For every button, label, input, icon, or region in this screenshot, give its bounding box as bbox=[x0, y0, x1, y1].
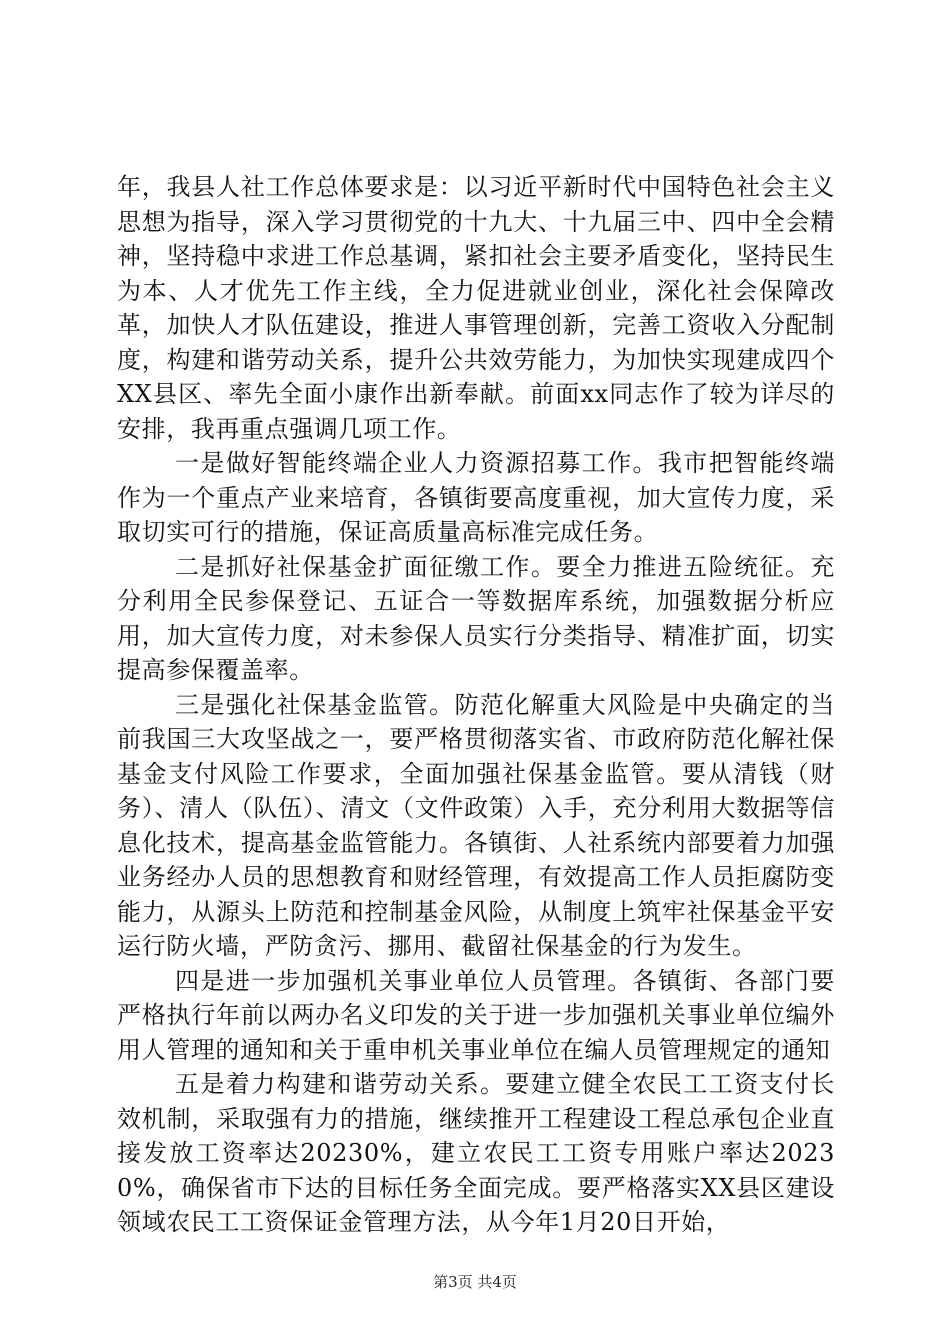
document-body bbox=[117, 170, 835, 1240]
paragraph-6: 五是着力构建和谐劳动关系。要建立健全农民工工资支付长效机制，采取强有力的措施，继续推开工程建设工程总承包企业直接发放工资率达20230%，建立农民工工资专用账户率达20230%，确保省市下达的目标任务全面完成。要严格落实XX县区建设领域农民工工资保证金管理方法，从今年1月20日开始， bbox=[117, 1070, 835, 1236]
paragraph-4: 三是强化社保基金监管。防范化解重大风险是中央确定的当前我国三大攻坚战之一，要严格贯彻落实省、市政府防范化解社保基金支付风险工作要求，全面加强社保基金监管。要从清钱（财务）、清人（队伍）、清文（文件政策）入手，充分利用大数据等信息化技术，提高基金监管能力。各镇街、人社系统内部要着力加强业务经办人员的思想教育和财经管理，有效提高工作人员拒腐防变能力，从源头上防范和控制基金风险，从制度上筑牢社保基金平安运行防火墙，严防贪污、挪用、截留社保基金的行为发生。 bbox=[117, 690, 835, 960]
paragraph-2: 一是做好智能终端企业人力资源招募工作。我市把智能终端作为一个重点产业来培育，各镇街要高度重视，加大宣传力度，采取切实可行的措施，保证高质量高标准完成任务。 bbox=[117, 449, 835, 546]
page-number-footer: 第3页 共4页 bbox=[433, 1273, 517, 1291]
paragraph-1: 年，我县人社工作总体要求是：以习近平新时代中国特色社会主义思想为指导，深入学习贯彻党的十九大、十九届三中、四中全会精神，坚持稳中求进工作总基调，紧扣社会主要矛盾变化，坚持民生为本、人才优先工作主线，全力促进就业创业，深化社会保障改革，加快人才队伍建设，推进人事管理创新，完善工资收入分配制度，构建和谐劳动关系，提升公共效劳能力，为加快实现建成四个XX县区、率先全面小康作出新奉献。前面xx同志作了较为详尽的安排，我再重点强调几项工作。 bbox=[117, 173, 835, 443]
paragraph-5: 四是进一步加强机关事业单位人员管理。各镇街、各部门要严格执行年前以两办名义印发的关于进一步加强机关事业单位编外用人管理的通知和关于重申机关事业单位在编人员管理规定的通知 bbox=[117, 966, 835, 1064]
paragraph-3: 二是抓好社保基金扩面征缴工作。要全力推进五险统征。充分利用全民参保登记、五证合一等数据库系统，加强数据分析应用，加大宣传力度，对未参保人员实行分类指导、精准扩面，切实提高参保覆盖率。 bbox=[117, 552, 835, 684]
